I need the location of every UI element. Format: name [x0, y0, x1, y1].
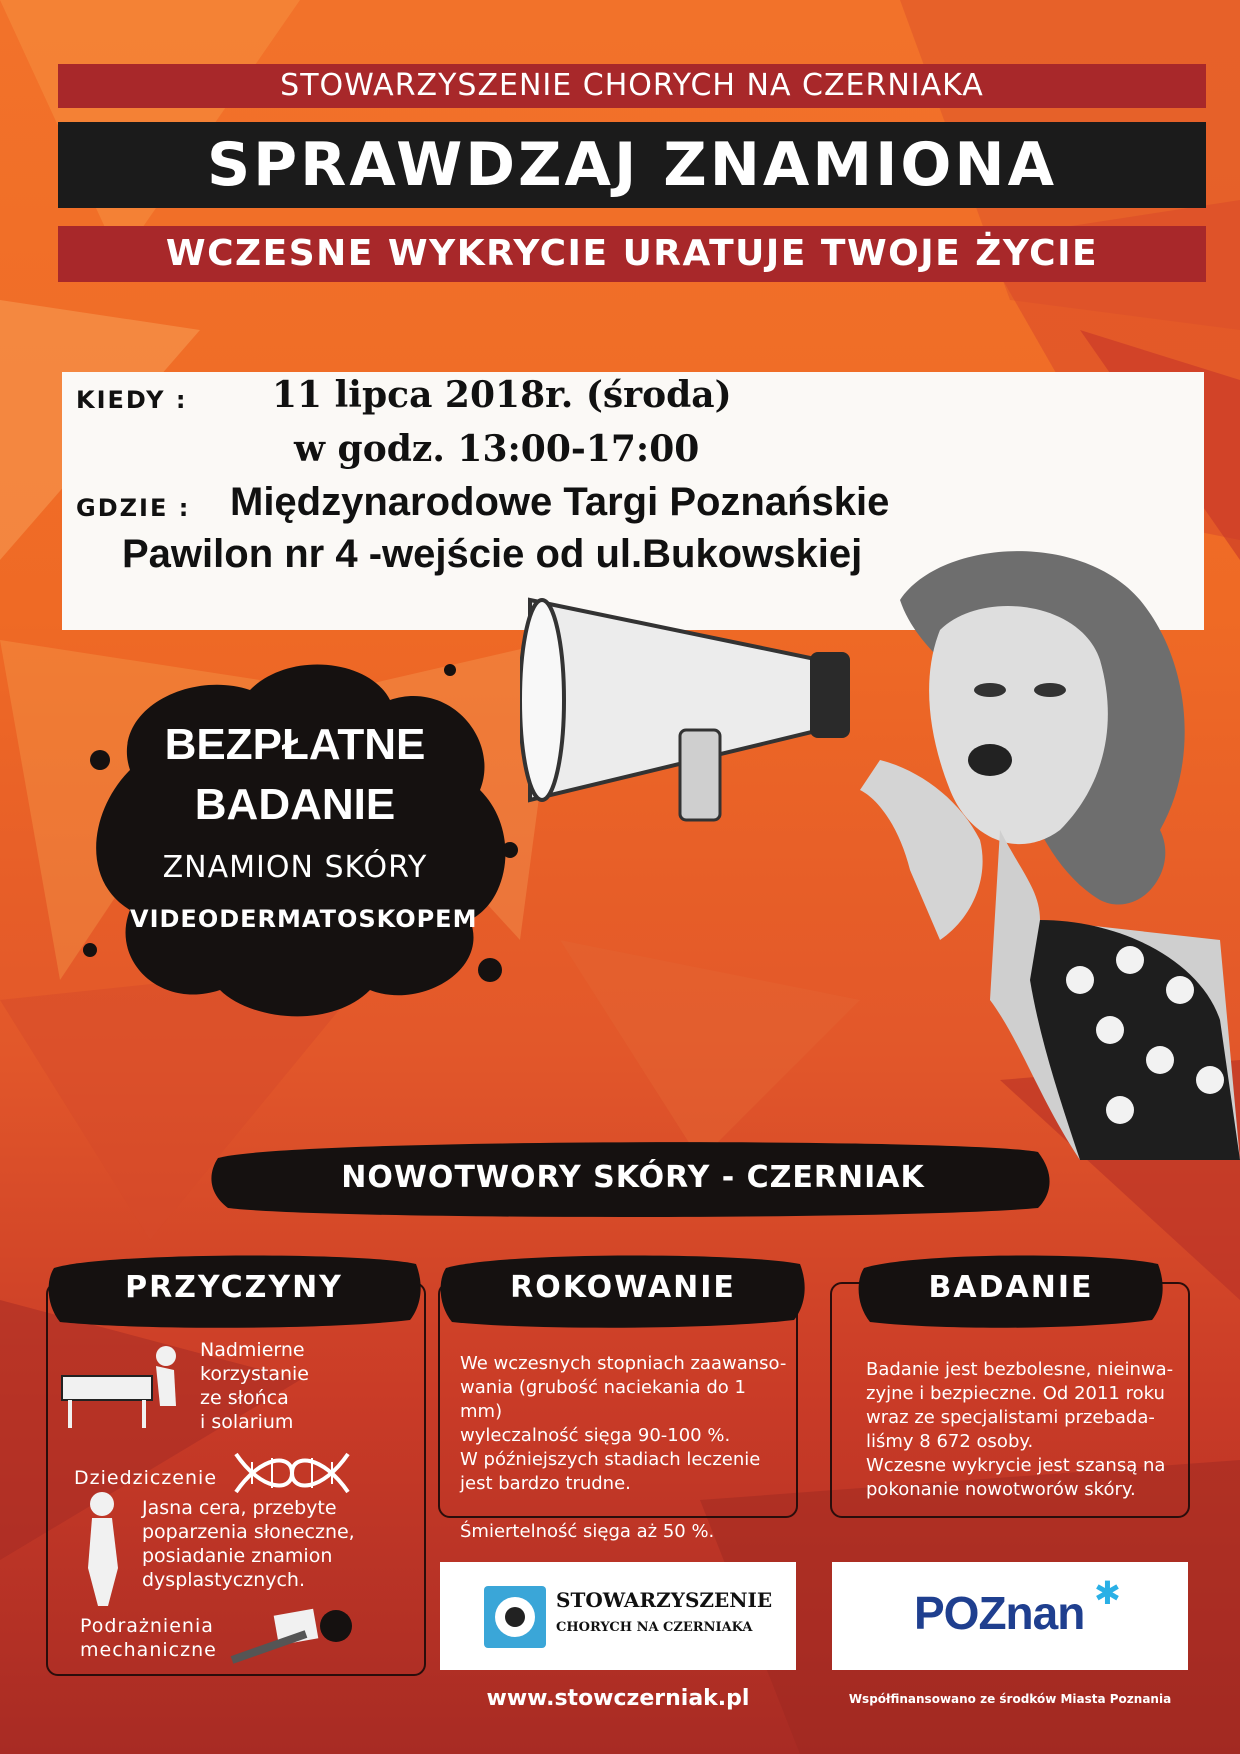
cause-sun: Nadmierne korzystanie ze słońca i solarium	[200, 1339, 309, 1433]
exam-title: BADANIE	[928, 1270, 1094, 1305]
slogan-banner: WCZESNE WYKRYCIE URATUJE TWOJE ŻYCIE	[58, 226, 1206, 282]
woman-megaphone-illustration	[520, 540, 1240, 1160]
ink-blob-shape	[70, 650, 530, 1030]
cause-skin: Jasna cera, przebyte poparzenia słoneczne, posiadanie znamion dysplastycznych.	[142, 1497, 355, 1591]
association-logo-line1: STOWARZYSZENIE	[556, 1588, 773, 1612]
association-logo-line2: CHORYCH NA CZERNIAKA	[556, 1620, 753, 1635]
association-logo-card	[440, 1562, 796, 1670]
funding-note: Współfinansowano ze środków Miasta Poznania	[848, 1692, 1172, 1706]
dna-icon	[232, 1448, 352, 1498]
cause-irritation: Podrażnienia mechaniczne	[80, 1615, 217, 1661]
prognosis-text: We wczesnych stopniach zaawanso- wania (grubość naciekania do 1 mm) wyleczalność sięga 90-100 %. W późniejszych stadiach leczenie jest bardzo trudne. Śmiertelność sięga aż 50 %.	[460, 1352, 790, 1544]
causes-title: PRZYCZYNY	[125, 1270, 343, 1305]
offer-line-exam: BADANIE	[194, 780, 396, 829]
event-venue: Międzynarodowe Targi Poznańskie	[230, 480, 890, 524]
sunbed-icon	[56, 1336, 186, 1436]
organization-banner: STOWARZYSZENIE CHORYCH NA CZERNIAKA	[58, 64, 1206, 108]
when-label: KIEDY :	[76, 386, 188, 414]
prognosis-title: ROKOWANIE	[510, 1270, 736, 1305]
where-label: GDZIE :	[76, 494, 191, 522]
prognosis-mortality: Śmiertelność sięga aż 50 %.	[460, 1521, 715, 1542]
razor-icon	[226, 1604, 366, 1664]
website-link[interactable]: www.stowczerniak.pl	[486, 1686, 750, 1711]
event-pavilion: Pawilon nr 4 -wejście od ul.Bukowskiej	[122, 532, 863, 576]
cause-heredity: Dziedziczenie	[74, 1467, 218, 1489]
offer-line-free: BEZPŁATNE	[164, 720, 426, 769]
woman-figure-icon	[78, 1488, 128, 1608]
offer-line-method: VIDEODERMATOSKOPEM	[130, 905, 478, 933]
event-date: 11 lipca 2018r. (środa)	[272, 374, 732, 416]
association-logo-icon	[484, 1586, 546, 1648]
asterisk-icon: ✱	[1094, 1574, 1121, 1612]
page-title: SPRAWDZAJ ZNAMIONA	[58, 122, 1206, 208]
event-time: w godz. 13:00-17:00	[294, 428, 700, 470]
section-banner-text: NOWOTWORY SKÓRY - CZERNIAK	[341, 1160, 925, 1195]
poznan-logo-card	[832, 1562, 1188, 1670]
exam-text: Badanie jest bezbolesne, nieinwa- zyjne i bezpieczne. Od 2011 roku wraz ze specjalistami przebada- liśmy 8 672 osoby. Wczesne wykrycie jest szansą na pokonanie nowotworów skóry.	[866, 1359, 1174, 1500]
offer-line-moles: ZNAMION SKÓRY	[162, 850, 428, 885]
poznan-logo-text: POZnan	[914, 1587, 1085, 1639]
